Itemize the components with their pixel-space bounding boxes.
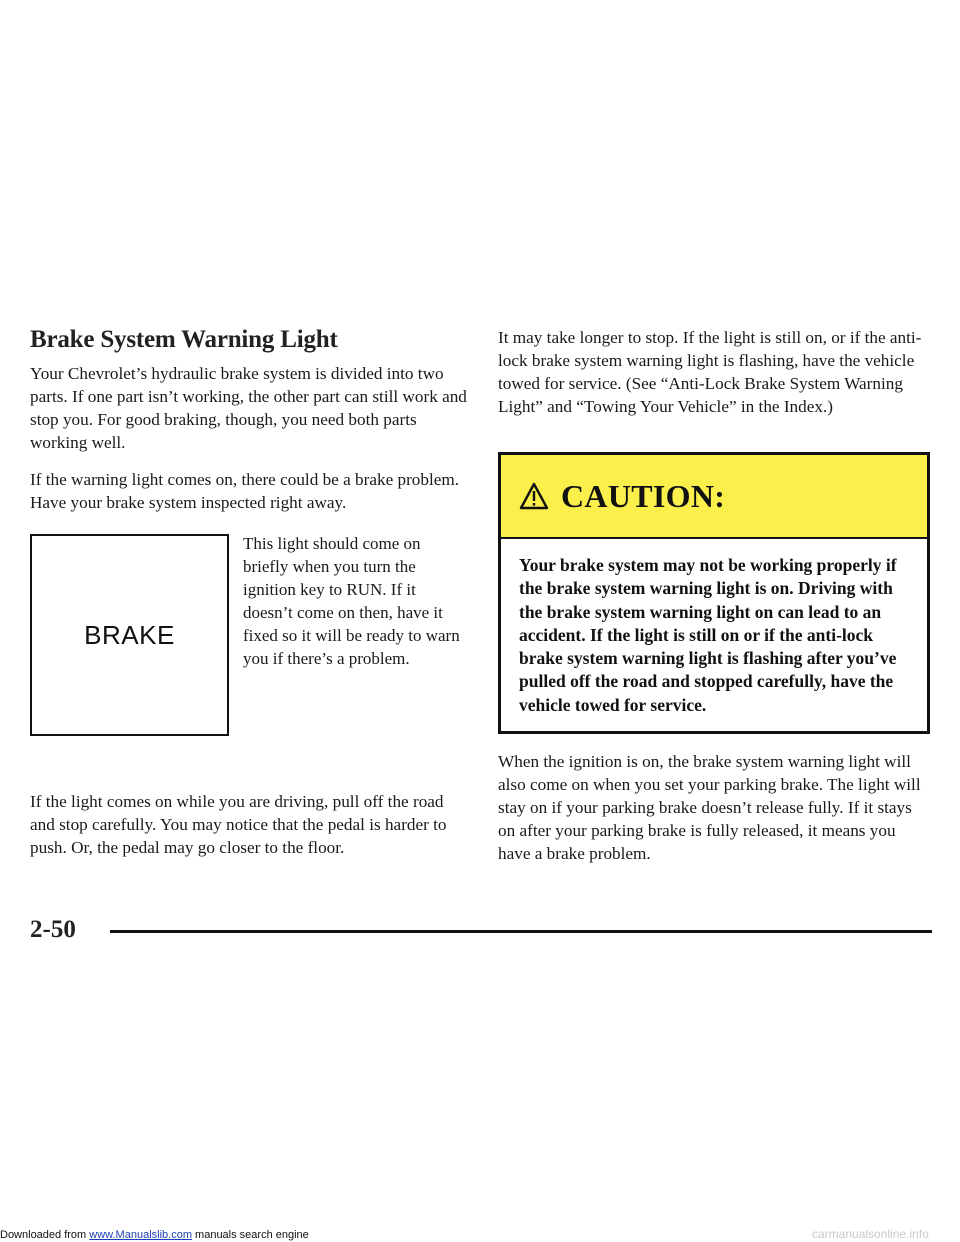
brake-light-description: This light should come on briefly when you turn the ignition key to RUN. If it doesn’t come on then, have it fixed so it will be ready to warn you if there’s a problem. [243,534,460,668]
page-footer [30,916,932,956]
parking-brake-paragraph: When the ignition is on, the brake system warning light will also come on when you set your parking brake. The light will stay on if your parking brake doesn’t release fully. If it stays on after your parking brake is fully released, it means you have a brake problem. [498,752,921,864]
brake-light-indicator [30,534,229,736]
warning-triangle-icon [519,482,549,510]
banner-prefix: Downloaded from [0,1229,90,1241]
caution-text: Your brake system may not be working properly if the brake system warning light is on. Driving with the brake system warning light on can lead to an accident. If the light is still on or if the anti-lock brake system warning light is flashing after you’ve pulled off the road and stopped carefully, have the vehicle towed for service. [519,555,897,715]
brake-light-figure [30,534,470,790]
left-column [30,326,470,859]
stopping-paragraph: It may take longer to stop. If the light is still on, or if the anti-lock brake system warning light is flashing, have the vehicle towed for service. (See “Anti-Lock Brake System Warning Light” and “Towing Your Vehicle” in the Index.) [498,328,922,416]
caution-header [501,455,927,539]
watermark: carmanualsonline.info [812,1227,929,1241]
manualslib-link[interactable]: www.Manualslib.com [89,1229,192,1241]
driving-paragraph: If the light comes on while you are driving, pull off the road and stop carefully. You may notice that the pedal is harder to push. Or, the pedal may go closer to the floor. [30,792,447,857]
brake-light-label: BRAKE [84,619,175,650]
right-column [498,326,930,865]
warning-paragraph: If the warning light comes on, there could be a brake problem. Have your brake system inspected right away. [30,470,460,512]
banner-suffix: manuals search engine [191,1229,309,1241]
intro-paragraph: Your Chevrolet’s hydraulic brake system is divided into two parts. If one part isn’t working, the other part can still work and stop you. For good braking, though, you need both parts working well. [30,364,467,452]
caution-title: CAUTION: [561,477,726,514]
page-number: 2-50 [30,916,76,943]
caution-box [498,452,930,734]
download-banner [0,1228,309,1242]
footer-rule [110,930,932,933]
section-title: Brake System Warning Light [30,326,338,353]
